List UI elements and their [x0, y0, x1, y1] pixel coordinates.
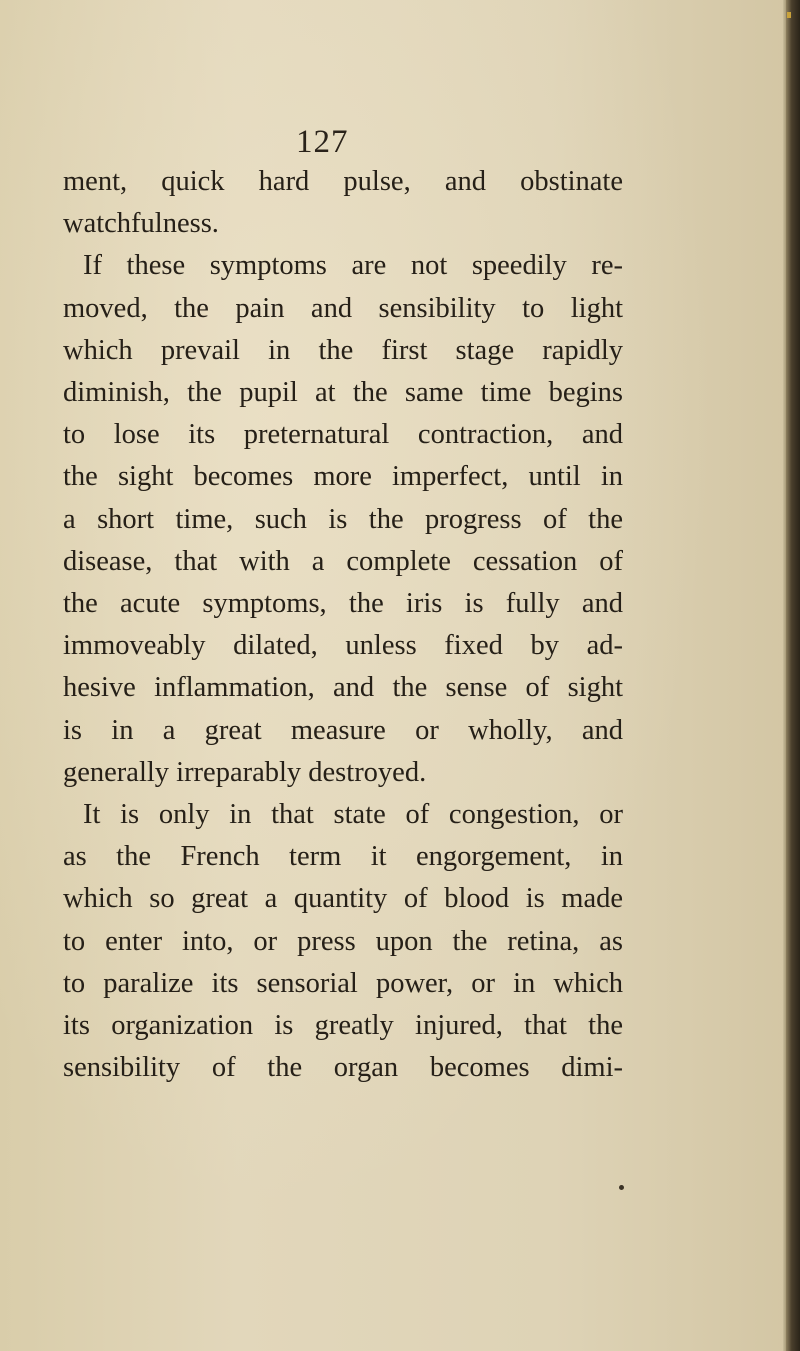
- text-line: as the French term it engorgement, in: [63, 841, 623, 873]
- text-line: moved, the pain and sensibility to light: [63, 292, 623, 324]
- paragraph-start-line: It is only in that state of congestion, or: [83, 799, 623, 831]
- text-line: immoveably dilated, unless fixed by ad-: [63, 630, 623, 662]
- paragraph-start-line: If these symptoms are not speedily re-: [83, 250, 623, 282]
- text-line: its organization is greatly injured, that the: [63, 1010, 623, 1042]
- text-line: a short time, such is the progress of the: [63, 503, 623, 535]
- page-body-text: [63, 161, 623, 1089]
- ribbon-mark: [787, 12, 791, 18]
- text-line: ment, quick hard pulse, and obstinate: [63, 166, 623, 197]
- binding-shadow: [786, 0, 800, 1351]
- text-line: hesive inflammation, and the sense of sight: [63, 672, 623, 704]
- text-line: sensibility of the organ becomes dimi-: [63, 1052, 623, 1084]
- text-line: to paralize its sensorial power, or in which: [63, 967, 623, 999]
- text-line: to enter into, or press upon the retina, as: [63, 925, 623, 957]
- text-line: diminish, the pupil at the same time begins: [63, 377, 623, 409]
- text-line: which so great a quantity of blood is made: [63, 883, 623, 915]
- text-line: to lose its preternatural contraction, and: [63, 419, 623, 451]
- text-line: generally irreparably destroyed.: [63, 756, 427, 788]
- page-number: 127: [296, 124, 349, 160]
- text-line: the sight becomes more imperfect, until in: [63, 461, 623, 493]
- text-line: which prevail in the first stage rapidly: [63, 334, 623, 366]
- text-line: disease, that with a complete cessation of: [63, 545, 623, 577]
- text-line: the acute symptoms, the iris is fully and: [63, 588, 623, 620]
- ink-speck: [619, 1185, 624, 1190]
- text-line: watchfulness.: [63, 208, 219, 240]
- text-line: is in a great measure or wholly, and: [63, 714, 623, 746]
